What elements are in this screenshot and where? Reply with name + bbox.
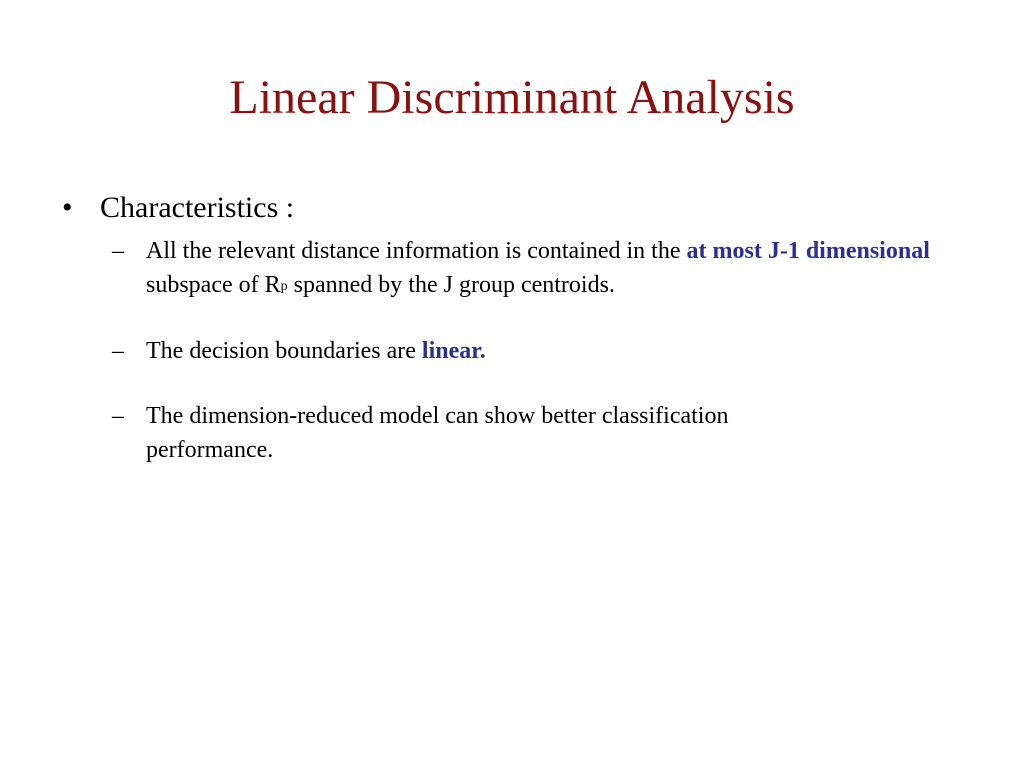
sub-item-text-part: The dimension-reduced model can show better classification performance. [146, 403, 729, 463]
sub-item-text-part: subspace of R [146, 272, 281, 298]
sub-item-dimension-reduced [112, 399, 932, 467]
sub-item-marker: – [112, 403, 124, 429]
sub-item-text [146, 399, 932, 467]
sub-item-marker: – [112, 338, 124, 364]
sub-item-text [146, 234, 932, 302]
sub-item-decision-boundaries [112, 334, 932, 368]
sub-item-distance-info [112, 234, 932, 302]
bullet-characteristics [62, 188, 294, 228]
sub-item-text [146, 334, 932, 368]
emphasis-text: at most J-1 dimensional [686, 238, 930, 264]
sub-item-marker: – [112, 238, 124, 264]
slide-title: Linear Discriminant Analysis [229, 71, 795, 124]
bullet-marker: • [62, 191, 73, 224]
bullet-text: Characteristics : [100, 191, 295, 224]
sub-item-text-part: All the relevant distance information is contained in the [146, 238, 687, 264]
superscript: p [280, 279, 288, 294]
emphasis-text: linear. [421, 338, 486, 364]
sub-item-text-part: spanned by the J group centroids. [287, 272, 615, 298]
sub-item-text-part: The decision boundaries are [146, 338, 422, 364]
